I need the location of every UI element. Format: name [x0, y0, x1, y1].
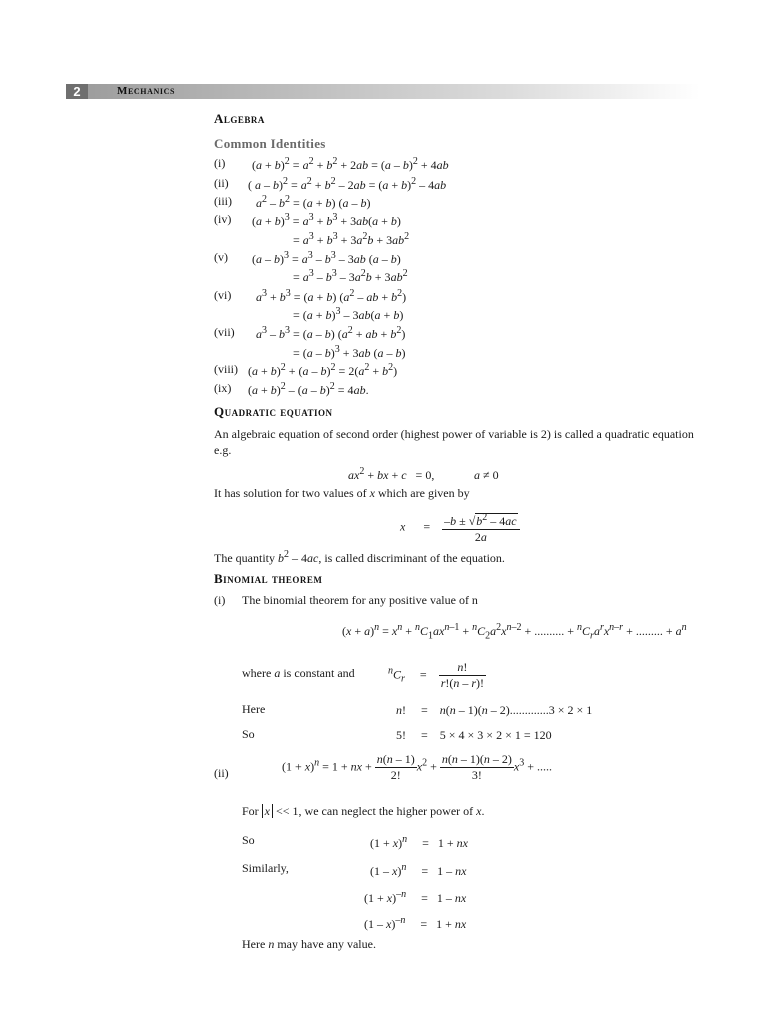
ncr-definition: $^nC_r$ = $\frac{n!}{r!(n - r)!}$ [388, 660, 485, 690]
quadratic-equation: $ax^2$ + bx + c = 0, [348, 466, 435, 482]
where-post: is constant and [283, 666, 355, 680]
identity-formula: $a^3 - b^3 = (a - b) (a^2$ + ab + $b^2$) [256, 325, 406, 341]
binomial-statement: The binomial theorem for any positive value of n [242, 593, 478, 607]
identity-formula: $(a + b)^2 - (a - b)^2 = 4ab$. [248, 381, 369, 397]
identity-formula: $a^2 - b^2 = (a + b)$ (a – b) [256, 194, 371, 210]
five-factorial: 5! = 5 × 4 × 3 × 2 × 1 = 120 [396, 728, 552, 742]
identity-formula: $(a + b)^2 = a^2 + b^2 + 2ab = (a - b)^2 + 4ab$ [252, 156, 449, 172]
section-heading-quadratic: Quadratic equation [214, 404, 333, 419]
solution-text-pre: It has solution for two values of [214, 486, 367, 500]
identity-label: (ii) [214, 176, 229, 190]
here-n-pre: Here [242, 937, 266, 951]
identity-formula: $a^3 + b^3 = (a + b)$ ($a^2$ – ab + $b^2$) [256, 288, 407, 304]
approx-formula: (1 – x)$^{-n}$ = 1 + nx [364, 915, 467, 931]
here-label: Here [242, 702, 266, 716]
discriminant-post: , is called discriminant of the equation. [318, 551, 505, 565]
identity-formula-continued: = $a^3 + b^3 + 3a^2b + 3ab^2$ [293, 231, 410, 247]
identity-formula-continued: = $(a + b)^3 - 3ab(a + b)$ [293, 306, 404, 322]
section-heading-binomial: Binomial theorem [214, 571, 323, 586]
here-n-text: Here n may have any value. [242, 937, 376, 951]
running-title: Mechanics [117, 85, 176, 97]
similarly-label: Similarly, [242, 861, 289, 875]
where-text: where a is constant and [242, 666, 355, 680]
identity-formula: $(a + b)^3 = a^3 + b^3 + 3ab(a + b)$ [252, 212, 401, 228]
identity-label: (viii) [214, 362, 238, 376]
discriminant-pre: The quantity [214, 551, 275, 565]
binomial-label-ii: (ii) [214, 766, 229, 780]
identity-label: (vii) [214, 325, 235, 339]
identity-formula: $(a - b)^3 = a^3 - b^3 - 3ab$ (a – b) [252, 250, 401, 266]
so-label: So [242, 727, 255, 741]
binomial-expansion: $(x + a)^n = x^n + ^nC_1ax^{n-1} + ^nC_2a^2x^{n-2}$ + .......... + $^nC_ra^rx^{n-r}$ + ......... + $a^n$ [342, 622, 687, 642]
quadratic-condition: a ≠ 0 [474, 468, 499, 482]
identity-formula-continued: = $a^3 - b^3 - 3a^2b + 3ab^2$ [293, 268, 408, 284]
identity-label: (ix) [214, 381, 232, 395]
identity-label: (iii) [214, 194, 232, 208]
quadratic-intro: An algebraic equation of second order (highest power of variable is 2) is called a quadratic equation [214, 427, 694, 441]
identity-formula-continued: = (a – b)$^3$ + 3ab (a – b) [293, 344, 406, 360]
quadratic-eq-rhs: = 0, [415, 468, 435, 482]
approx-formula: $(1 + x)^n$ = 1 + nx [370, 834, 468, 850]
so2-label: So [242, 833, 255, 847]
quadratic-formula: x = $\frac{-b \pm √b^2 - 4ac}{2a}$ [400, 510, 520, 545]
identity-label: (v) [214, 250, 228, 264]
identity-label: (i) [214, 156, 226, 170]
five-factorial-value: 5 × 4 × 3 × 2 × 1 = 120 [439, 728, 552, 742]
quadratic-eg: e.g. [214, 443, 232, 457]
small-x-text: For x << 1, we can neglect the higher power of x. [242, 804, 485, 818]
identity-formula: $(a + b)^2 + (a - b)^2 = 2(a^2 + b^2)$ [248, 362, 398, 378]
page-number: 2 [66, 84, 88, 99]
quadratic-solution-text: It has solution for two values of x which are given by [214, 486, 470, 500]
identity-label: (vi) [214, 288, 232, 302]
approx-formula: $(1 + x)^{-n}$ = 1 – nx [364, 889, 467, 905]
section-heading-algebra: Algebra [214, 111, 265, 126]
solution-text-post: which are given by [377, 486, 470, 500]
sub-heading-common-identities: Common Identities [214, 136, 326, 151]
discriminant-text: The quantity $b^2 - 4ac$, is called discriminant of the equation. [214, 549, 505, 565]
for-post: , we can neglect the higher power of [298, 804, 474, 818]
binomial-label-i: (i) [214, 593, 226, 607]
approx-formula: (1 – x)$^n$ = 1 – nx [370, 862, 467, 878]
identity-label: (iv) [214, 212, 232, 226]
where-pre: where [242, 666, 272, 680]
binomial-series: $(1 + x)^n = 1$ + nx + $\frac{n(n - 1)}{2!}$ $x^2$ + $\frac{n(n - 1)(n - 2)}{3!}$ $x^3$ + ..... [282, 752, 552, 782]
for-pre: For [242, 804, 259, 818]
here-n-post: may have any value. [277, 937, 376, 951]
identity-formula: ( $a - b)^2 = a^2 + b^2 - 2ab = (a + b)^2 - 4ab$ [248, 176, 447, 192]
n-factorial: n! = n(n – 1)(n – 2).............3 × 2 × 1 [396, 703, 593, 717]
